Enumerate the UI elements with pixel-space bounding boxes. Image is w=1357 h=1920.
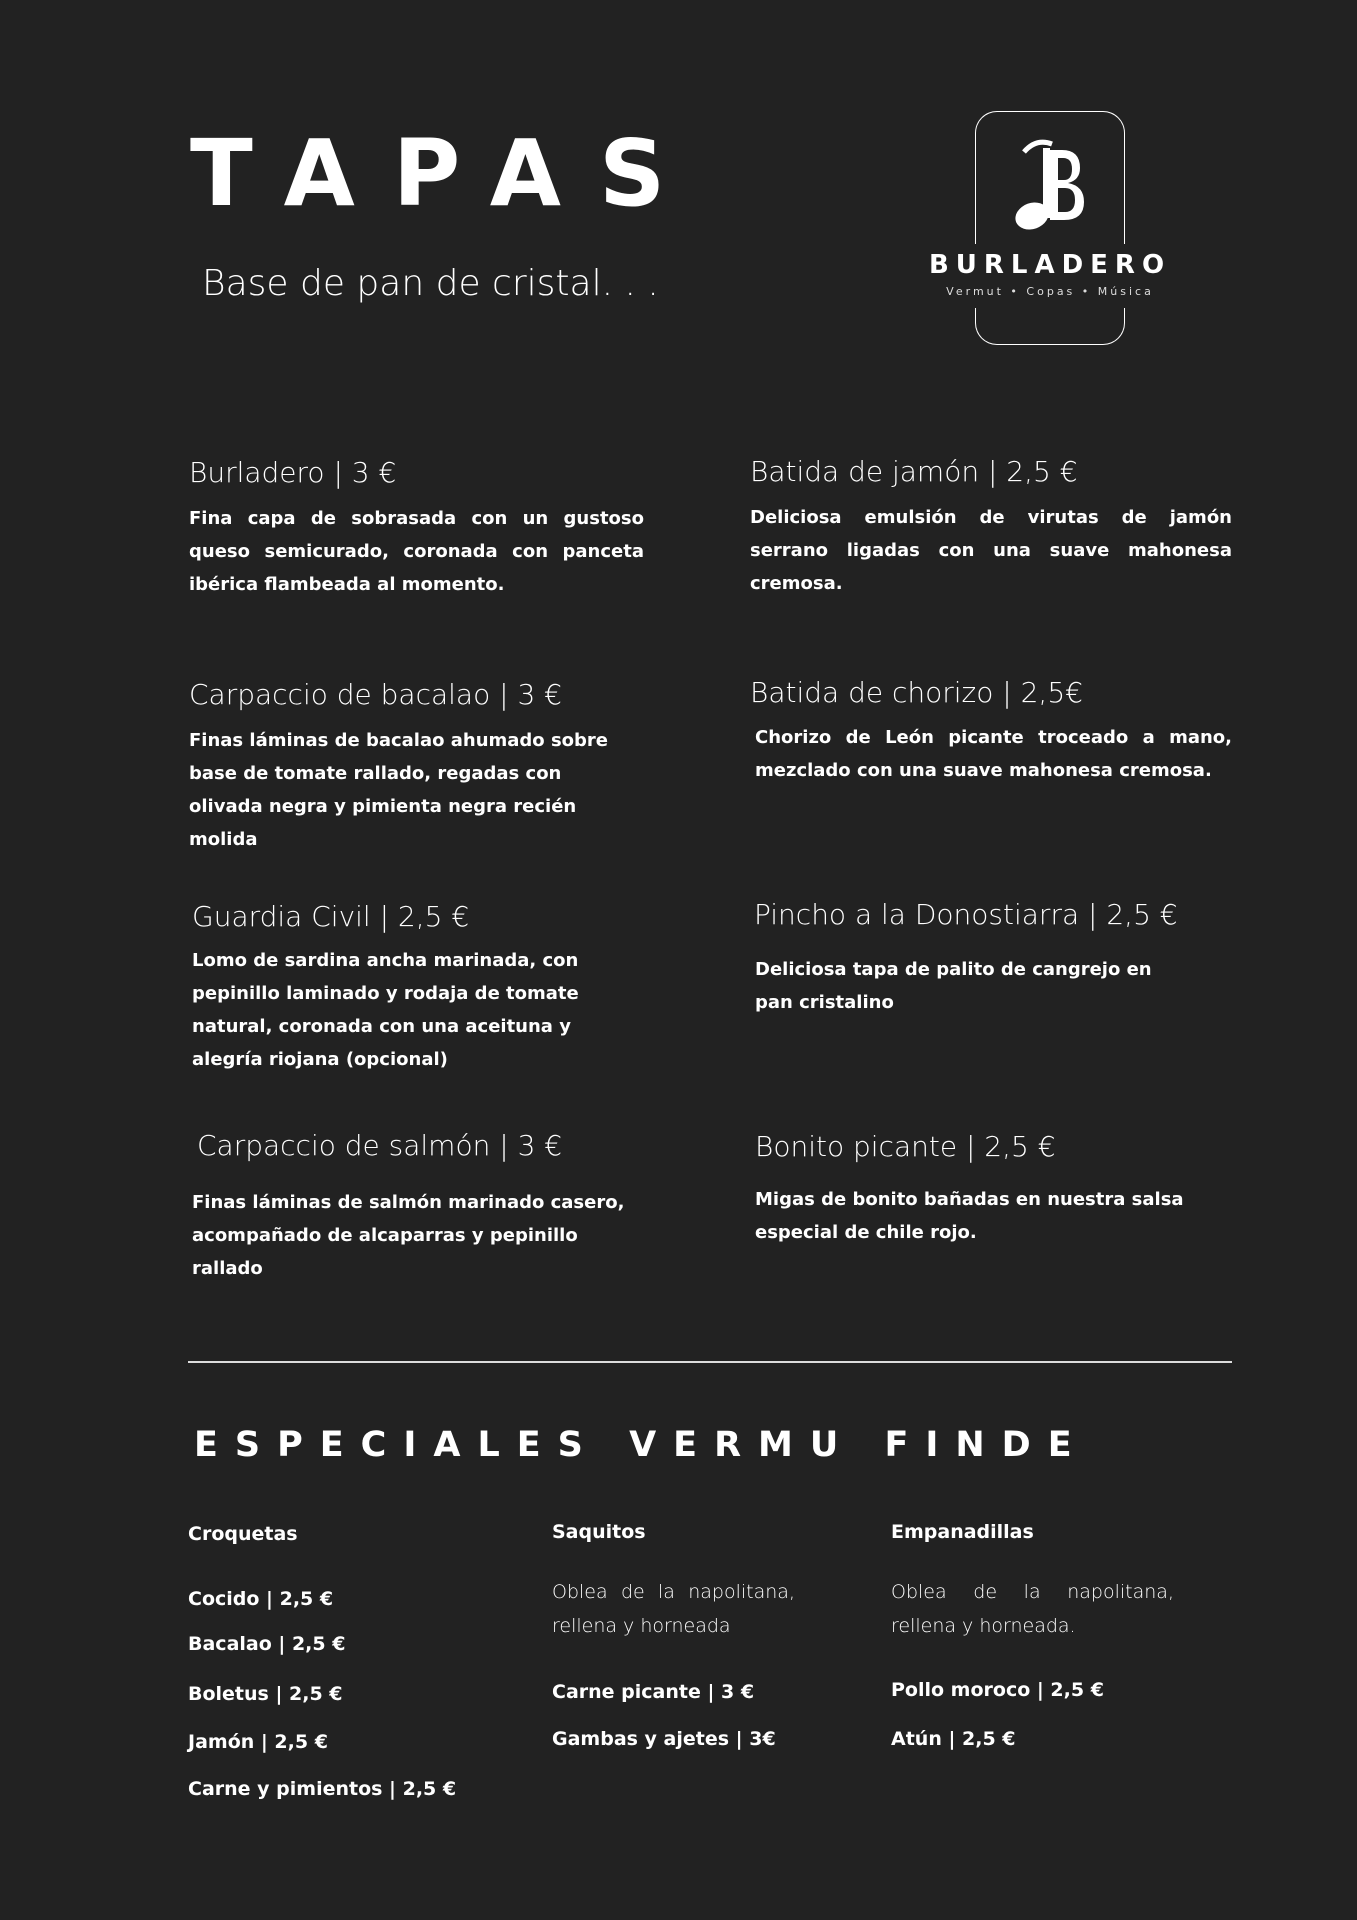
page-title: TAPAS: [190, 120, 704, 227]
empanadilla-item: Atún | 2,5 €: [891, 1728, 1016, 1750]
croqueta-item: Jamón | 2,5 €: [188, 1731, 328, 1753]
logo-tagline: Vermut • Copas • Música: [946, 285, 1154, 298]
saquito-item: Carne picante | 3 €: [552, 1681, 755, 1703]
tapa-name: Batida de chorizo | 2,5€: [750, 676, 1083, 709]
saquito-item: Gambas y ajetes | 3€: [552, 1728, 776, 1750]
empanadillas-title: Empanadillas: [891, 1521, 1034, 1543]
logo-frame-bottom: [975, 308, 1125, 345]
tapa-description: Fina capa de sobrasada con un gustoso queso semicurado, coronada con panceta ibérica flambeada al momento.: [189, 508, 644, 595]
logo-music-note-icon: [1010, 136, 1090, 236]
croqueta-item: Boletus | 2,5 €: [188, 1683, 343, 1705]
tapa-description: Deliciosa tapa de palito de cangrejo en pan cristalino: [755, 959, 1152, 1013]
saquitos-title: Saquitos: [552, 1521, 646, 1543]
section-divider: [188, 1361, 1232, 1363]
tapa-name: Carpaccio de salmón | 3 €: [197, 1129, 563, 1162]
tapa-description: Deliciosa emulsión de virutas de jamón serrano ligadas con una suave mahonesa cremosa.: [750, 507, 1232, 594]
croqueta-item: Bacalao | 2,5 €: [188, 1633, 346, 1655]
tapa-description: Migas de bonito bañadas en nuestra salsa especial de chile rojo.: [755, 1189, 1184, 1243]
tapa-name: Bonito picante | 2,5 €: [755, 1130, 1056, 1163]
tapa-description: Finas láminas de bacalao ahumado sobre base de tomate rallado, regadas con olivada negra y pimienta negra recién molida: [189, 730, 608, 850]
croqueta-item: Cocido | 2,5 €: [188, 1588, 334, 1610]
tapa-name: Batida de jamón | 2,5 €: [750, 455, 1078, 488]
tapa-name: Guardia Civil | 2,5 €: [192, 900, 470, 933]
empanadillas-description: Oblea de la napolitana, rellena y horneada.: [891, 1581, 1174, 1637]
tapa-name: Burladero | 3 €: [189, 456, 397, 489]
logo-name: BURLADERO: [928, 250, 1172, 280]
tapa-description: Lomo de sardina ancha marinada, con pepinillo laminado y rodaja de tomate natural, coronada con una aceituna y alegría riojana (opcional): [192, 950, 579, 1070]
tapa-description: Chorizo de León picante troceado a mano, mezclado con una suave mahonesa cremosa.: [755, 727, 1232, 781]
tapa-name: Carpaccio de bacalao | 3 €: [189, 678, 562, 711]
tapa-description: Finas láminas de salmón marinado casero, acompañado de alcaparras y pepinillo rallado: [192, 1192, 625, 1279]
tapa-name: Pincho a la Donostiarra | 2,5 €: [754, 898, 1178, 931]
specials-title: ESPECIALES VERMU FINDE: [194, 1425, 1089, 1465]
empanadilla-item: Pollo moroco | 2,5 €: [891, 1679, 1104, 1701]
saquitos-description: Oblea de la napolitana, rellena y horneada: [552, 1581, 795, 1637]
page-subtitle: Base de pan de cristal. . .: [202, 263, 659, 304]
croquetas-title: Croquetas: [188, 1523, 298, 1545]
croqueta-item: Carne y pimientos | 2,5 €: [188, 1778, 457, 1800]
